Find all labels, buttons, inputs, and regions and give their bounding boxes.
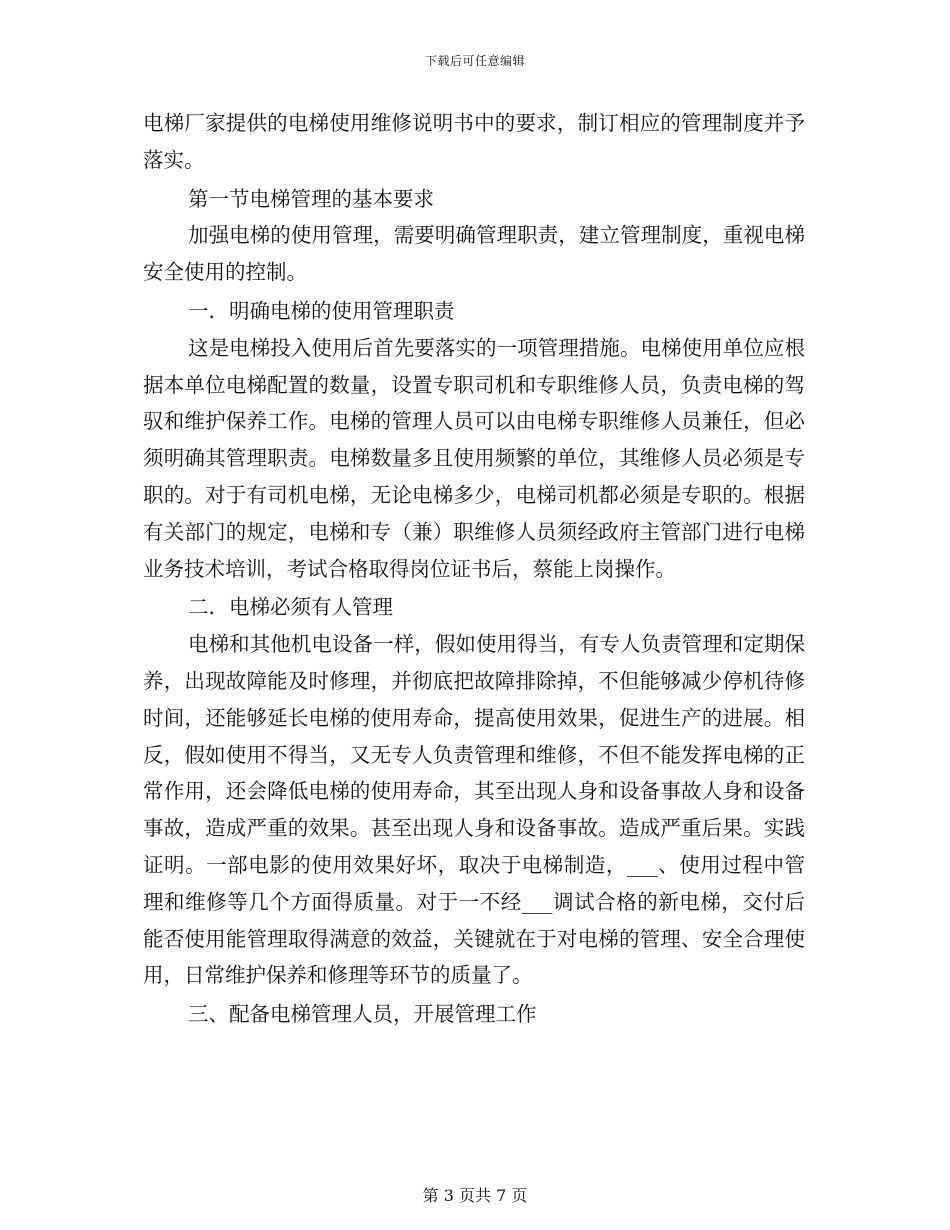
subheading-staffing: 三、配备电梯管理人员，开展管理工作	[188, 1002, 537, 1027]
paragraph-responsibilities: 这是电梯投入使用后首先要落实的一项管理措施。电梯使用单位应根据本单位电梯配置的数量，设置专职司机和专职维修人员，负责电梯的驾驭和维护保养工作。电梯的管理人员可以由电梯专职维修人员兼任，但必须明确其管理职责。电梯数量多且使用频繁的单位，其维修人员必须是专职的。对于有司机电梯，无论电梯多少，电梯司机都必须是专职的。根据有关部门的规定，电梯和专（兼）职维修人员须经政府主管部门进行电梯业务技术培训，考试合格取得岗位证书后，蔡能上岗操作。	[143, 335, 805, 581]
subheading-responsibilities: 一．明确电梯的使用管理职责	[188, 298, 455, 323]
section-heading-1: 第一节电梯管理的基本要求	[188, 186, 434, 211]
page-footer: 第 3 页共 7 页	[422, 1186, 528, 1205]
paragraph-intro: 电梯厂家提供的电梯使用维修说明书中的要求，制订相应的管理制度并予落实。	[143, 111, 805, 172]
subheading-must-be-managed: 二．电梯必须有人管理	[188, 595, 393, 620]
paragraph-management-requirements: 加强电梯的使用管理，需要明确管理职责，建立管理制度，重视电梯安全使用的控制。	[143, 223, 805, 285]
paragraph-must-be-managed: 电梯和其他机电设备一样，假如使用得当，有专人负责管理和定期保养，出现故障能及时修理，并彻底把故障排除掉，不但能够减少停机待修时间，还能够延长电梯的使用寿命，提高使用效果，促进生产的进展。相反，假如使用不得当，又无专人负责管理和维修，不但不能发挥电梯的正常作用，还会降低电梯的使用寿命，其至出现人身和设备事故人身和设备事故，造成严重的效果。甚至出现人身和设备事故。造成严重后果。实践证明。一部电影的使用效果好坏，取决于电梯制造，___、使用过程中管理和维修等几个方面得质量。对于一不经___调试合格的新电梯，交付后能否使用能管理取得满意的效益，关键就在于对电梯的管理、安全合理使用，日常维护保养和修理等环节的质量了。	[143, 632, 805, 988]
document-body	[143, 105, 805, 1033]
page-header: 下载后可任意编辑	[424, 54, 525, 68]
